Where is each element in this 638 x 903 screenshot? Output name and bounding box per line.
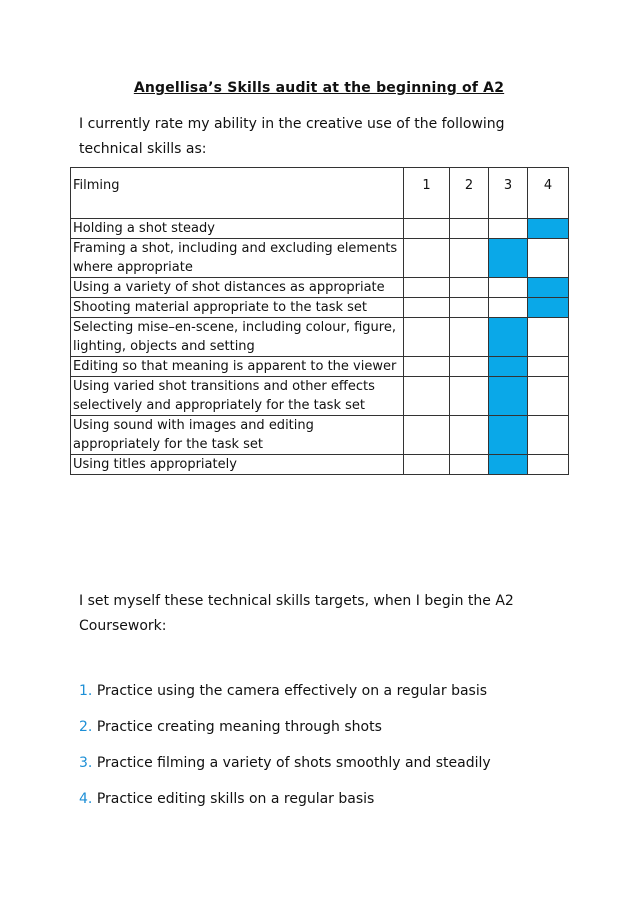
rating-cell-selected bbox=[489, 455, 528, 475]
rating-cell bbox=[528, 318, 569, 357]
rating-cell bbox=[450, 318, 489, 357]
rating-cell bbox=[528, 377, 569, 416]
rating-cell-selected bbox=[528, 278, 569, 298]
target-number: 3. bbox=[79, 755, 93, 771]
rating-col-2: 2 bbox=[450, 168, 489, 219]
table-row bbox=[71, 278, 569, 298]
target-number: 1. bbox=[79, 683, 93, 699]
rating-cell bbox=[450, 239, 489, 278]
table-header-row bbox=[71, 168, 569, 219]
intro-paragraph: I currently rate my ability in the creative use of the following technical skills as: bbox=[79, 116, 505, 157]
rating-cell bbox=[450, 377, 489, 416]
rating-cell bbox=[450, 357, 489, 377]
rating-cell bbox=[489, 278, 528, 298]
rating-col-3: 3 bbox=[489, 168, 528, 219]
rating-cell bbox=[404, 219, 450, 239]
targets-intro-paragraph: I set myself these technical skills targets, when I begin the A2 Coursework: bbox=[79, 593, 514, 634]
table-row bbox=[71, 298, 569, 318]
table-row bbox=[71, 239, 569, 278]
skill-label: Shooting material appropriate to the task set bbox=[71, 298, 404, 318]
rating-cell bbox=[404, 278, 450, 298]
list-item bbox=[79, 718, 579, 754]
skill-label: Using a variety of shot distances as appropriate bbox=[71, 278, 404, 298]
rating-col-1: 1 bbox=[404, 168, 450, 219]
rating-cell-selected bbox=[528, 219, 569, 239]
rating-cell bbox=[450, 416, 489, 455]
target-text: Practice creating meaning through shots bbox=[96, 719, 382, 735]
rating-col-4: 4 bbox=[528, 168, 569, 219]
rating-cell-selected bbox=[489, 239, 528, 278]
rating-cell bbox=[528, 239, 569, 278]
rating-cell bbox=[404, 298, 450, 318]
table-body bbox=[71, 219, 569, 475]
rating-cell bbox=[528, 455, 569, 475]
rating-cell bbox=[528, 357, 569, 377]
target-text: Practice filming a variety of shots smoothly and steadily bbox=[96, 755, 491, 771]
rating-cell bbox=[450, 298, 489, 318]
rating-cell-selected bbox=[489, 318, 528, 357]
rating-cell-selected bbox=[528, 298, 569, 318]
skill-label: Holding a shot steady bbox=[71, 219, 404, 239]
rating-cell bbox=[528, 416, 569, 455]
skill-label: Selecting mise–en-scene, including colour, figure, lighting, objects and setting bbox=[71, 318, 404, 357]
target-text: Practice editing skills on a regular basis bbox=[96, 791, 375, 807]
list-item bbox=[79, 682, 579, 718]
rating-cell bbox=[404, 455, 450, 475]
rating-cell bbox=[489, 219, 528, 239]
rating-cell bbox=[404, 377, 450, 416]
table-row bbox=[71, 318, 569, 357]
skill-label: Framing a shot, including and excluding elements where appropriate bbox=[71, 239, 404, 278]
rating-cell bbox=[450, 278, 489, 298]
skill-label: Editing so that meaning is apparent to the viewer bbox=[71, 357, 404, 377]
table-row bbox=[71, 377, 569, 416]
rating-cell bbox=[489, 298, 528, 318]
table-row bbox=[71, 219, 569, 239]
targets-list bbox=[79, 682, 579, 826]
skill-label: Using sound with images and editing appropriately for the task set bbox=[71, 416, 404, 455]
target-number: 4. bbox=[79, 791, 93, 807]
table-header-label: Filming bbox=[71, 168, 404, 219]
rating-cell-selected bbox=[489, 357, 528, 377]
rating-cell bbox=[404, 357, 450, 377]
table-row bbox=[71, 357, 569, 377]
rating-cell bbox=[404, 239, 450, 278]
rating-cell bbox=[404, 416, 450, 455]
skill-label: Using titles appropriately bbox=[71, 455, 404, 475]
list-item bbox=[79, 790, 579, 826]
rating-cell bbox=[404, 318, 450, 357]
rating-cell-selected bbox=[489, 377, 528, 416]
rating-cell-selected bbox=[489, 416, 528, 455]
table-row bbox=[71, 416, 569, 455]
table-row bbox=[71, 455, 569, 475]
rating-cell bbox=[450, 219, 489, 239]
skill-label: Using varied shot transitions and other effects selectively and appropriately for the task set bbox=[71, 377, 404, 416]
rating-cell bbox=[450, 455, 489, 475]
page-title: Angellisa’s Skills audit at the beginning of A2 bbox=[133, 80, 505, 96]
skills-audit-table bbox=[70, 167, 569, 475]
list-item bbox=[79, 754, 579, 790]
target-text: Practice using the camera effectively on a regular basis bbox=[96, 683, 488, 699]
target-number: 2. bbox=[79, 719, 93, 735]
